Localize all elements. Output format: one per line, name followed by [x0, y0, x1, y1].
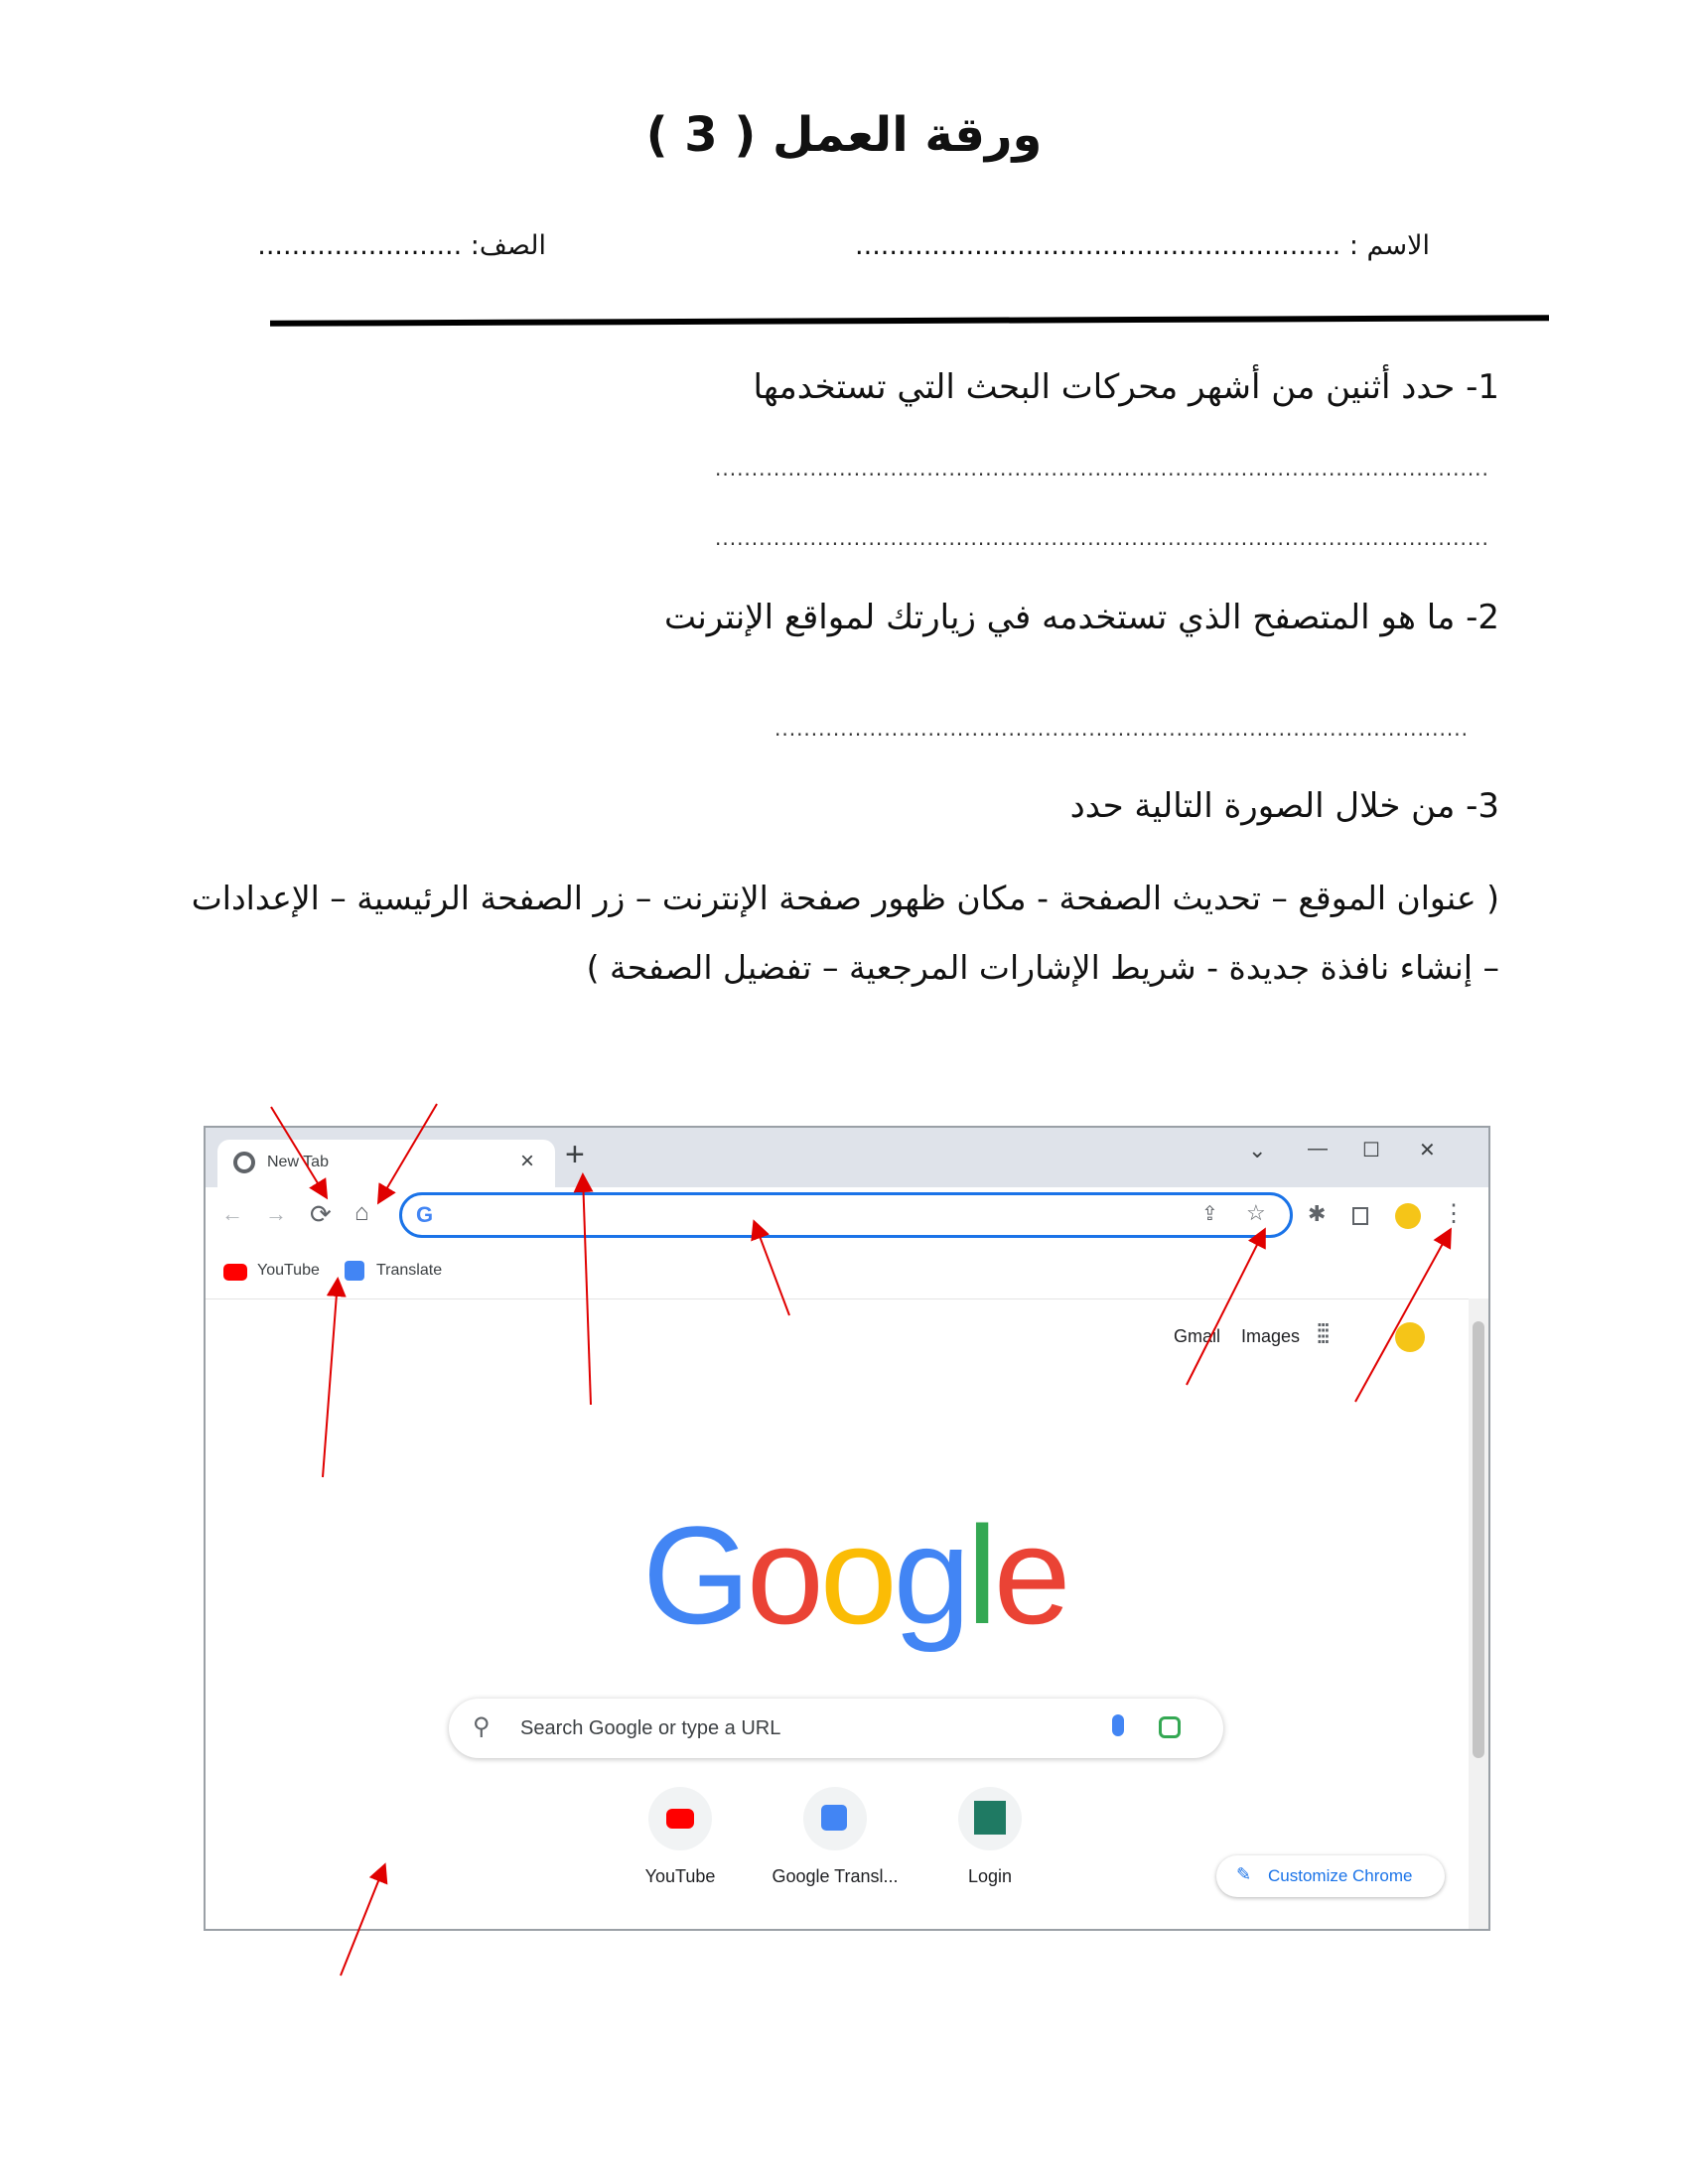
new-tab-button[interactable]: +	[565, 1136, 585, 1173]
arrow-new-tab	[583, 1176, 591, 1405]
forward-icon[interactable]: →	[265, 1201, 287, 1226]
logo-letter: l	[966, 1497, 994, 1653]
bookmark-translate[interactable]: Translate	[376, 1262, 443, 1279]
arrow-reload	[271, 1107, 326, 1196]
bookmark-star-icon[interactable]: ☆	[1246, 1200, 1266, 1225]
answer-line-2: ...............................................................................................	[774, 717, 1469, 741]
reload-icon[interactable]: ⟳	[310, 1199, 332, 1229]
tab-search-icon[interactable]: ⌄	[1248, 1138, 1267, 1162]
question-2: 2- ما هو المتصفح الذي تستخدمه في زيارتك لمواقع الإنترنت	[663, 598, 1499, 637]
shortcut-label: Google Transl...	[772, 1866, 899, 1886]
google-g-icon: G	[416, 1202, 434, 1227]
arrow-bookmark-star	[1187, 1231, 1264, 1385]
share-icon[interactable]: ⇪	[1201, 1203, 1218, 1225]
extensions-icon[interactable]: ✱	[1308, 1201, 1327, 1226]
worksheet-title: ورقة العمل ( 3 )	[645, 107, 1043, 163]
minimize-button[interactable]: —	[1308, 1138, 1328, 1160]
maximize-button[interactable]: ☐	[1362, 1140, 1380, 1161]
logo-letter: o	[819, 1497, 894, 1653]
question-3: 3- من خلال الصورة التالية حدد	[1069, 786, 1499, 826]
pencil-icon: ✎	[1236, 1864, 1252, 1884]
home-icon[interactable]: ⌂	[354, 1199, 369, 1226]
search-icon: ⚲	[473, 1713, 491, 1740]
back-icon[interactable]: ←	[221, 1201, 243, 1226]
arrow-address-bar	[755, 1223, 789, 1315]
question-1: 1- حدد أثنين من أشهر محركات البحث التي تستخدمها	[753, 367, 1499, 407]
images-link[interactable]: Images	[1241, 1326, 1301, 1346]
shortcut-label: YouTube	[644, 1866, 716, 1886]
logo-letter: G	[642, 1497, 747, 1653]
apps-grid-icon[interactable]: ⁞⁞⁞	[1316, 1318, 1328, 1349]
bookmark-youtube[interactable]: YouTube	[257, 1262, 320, 1279]
question-3-options-line1: ( عنوان الموقع – تحديث الصفحة - مكان ظهور صفحة الإنترنت – زر الصفحة الرئيسية – الإعدادات	[191, 879, 1499, 917]
gmail-link[interactable]: Gmail	[1174, 1326, 1221, 1346]
customize-label: Customize Chrome	[1268, 1866, 1413, 1885]
class-field: الصف: ........................	[257, 230, 546, 261]
answer-line-1b: ..........................................................................................................	[715, 526, 1489, 550]
name-field: الاسم : .........................................................	[855, 230, 1430, 261]
menu-dots-icon[interactable]: ⋮	[1442, 1200, 1466, 1227]
answer-line-1a: ..........................................................................................................	[715, 457, 1489, 480]
arrow-bookmarks-bar	[323, 1281, 338, 1477]
question-3-options-line2: – إنشاء نافذة جديدة - شريط الإشارات المرجعية – تفضيل الصفحة )	[586, 948, 1499, 987]
logo-letter: o	[746, 1497, 820, 1653]
arrow-home	[379, 1104, 437, 1201]
shortcut-label: Login	[967, 1866, 1013, 1886]
logo-letter: g	[893, 1497, 967, 1653]
close-window-button[interactable]: ✕	[1419, 1140, 1436, 1161]
arrow-page-area	[341, 1866, 384, 1976]
logo-letter: e	[993, 1497, 1067, 1653]
arrow-menu	[1355, 1231, 1450, 1402]
tab-close-icon[interactable]: ×	[520, 1148, 535, 1174]
search-placeholder: Search Google or type a URL	[520, 1717, 781, 1739]
tab-title: New Tab	[267, 1154, 329, 1170]
